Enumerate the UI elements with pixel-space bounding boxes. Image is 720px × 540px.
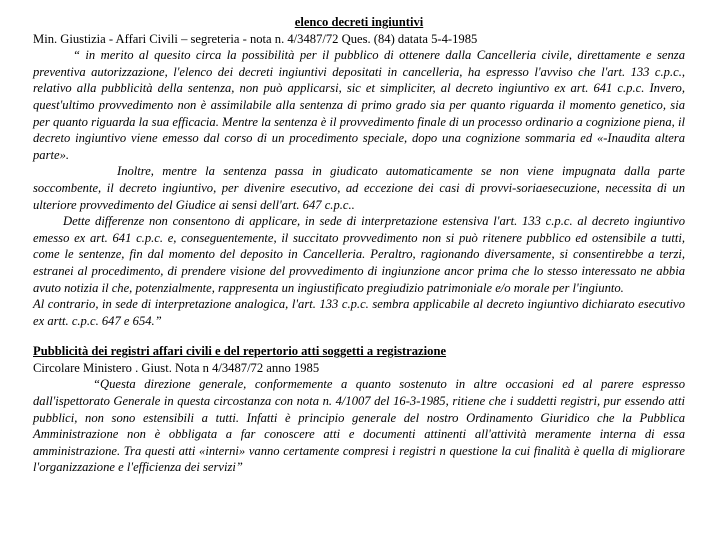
section-title-decreti: elenco decreti ingiuntivi: [294, 15, 424, 29]
quote-paragraph-2: Inoltre, mentre la sentenza passa in giudicato automaticamente se non viene impugnata dalla parte soccombente, il decreto ingiuntivo, per divenire esecutivo, ad eccezione dei casi di provvi-soriaesecuzione, necessita di un ulteriore provvedimento del Giudice ai sensi dell'art. 647 c.p.c..: [33, 164, 685, 212]
quote-paragraph-1: “ in merito al quesito circa la possibilità per il pubblico di ottenere dalla Cancelleria civile, direttamente e senza preventiva autorizzazione, l'elenco dei decreti ingiuntivi depositati in cancelleria, ha espresso l'avviso che l'art. 133 c.p.c., relativo alla pubblicità della sentenza, non può applicarsi, sic et simpliciter, al decreto ingiuntivo ex art. 641 c.p.c. Invero, quest'ultimo provvedimento non è assimilabile alla sentenza di primo grado sia per quanto riguarda il momento genetico, sia per quanto riguarda la sua efficacia. Mentre la sentenza è il provvedimento finale di un processo ordinario a cognizione piena, il decreto ingiuntivo viene emesso dal corso di un procedimento speciale, dopo una cognizione sommaria ed «-Inaudita altera parte».: [33, 48, 685, 162]
quote-paragraph-4: Al contrario, in sede di interpretazione analogica, l'art. 133 c.p.c. sembra applicabile al decreto ingiuntivo dichiarato esecutivo ex artt. c.p.c. 647 e 654.”: [33, 297, 685, 328]
quote-paragraph-3: Dette differenze non consentono di applicare, in sede di interpretazione estensiva l'art. 133 c.p.c. al decreto ingiuntivo emesso ex art. 641 c.p.c. e, conseguentemente, il succitato provvedimento non si può ritenere pubblico ed ostensibile a tutti, come le sentenze, fin dal momento del deposito in Cancelleria. Peraltro, ragionando diversamente, si consentirebbe a terzi, estranei al procedimento, di prendere visione del provvedimento di ingiunzione ancor prima che lo stesso interessato ne abbia avuto notizia il che, potenzialmente, rappresenta un ingiustificato pregiudizio patrimoniale e/o morale per l'ingiunto.: [33, 214, 685, 295]
ministry-reference: Min. Giustizia - Affari Civili – segreteria - nota n. 4/3487/72 Ques. (84) datata 5-4-1985: [33, 31, 478, 46]
circular-reference: Circolare Ministero . Giust. Nota n 4/3487/72 anno 1985: [33, 360, 320, 375]
circular-quote: “Questa direzione generale, conformemente a quanto sostenuto in altre occasioni ed al parere espresso dall'ispettorato Generale in questa circostanza con nota n. 4/1007 del 16-3-1985, ritiene che i suddetti registri, pur essendo atti pubblici, non sono estensibili a tutti. Infatti è principio generale del nostro Ordinamento Giuridico che la Pubblica Amministrazione non è obbligata a far conoscere atti e documenti attinenti all'attività meramente interna di essa amministrazione. Tra questi atti «interni» vanno certamente compresi i registri n questione la cui finalità è quella di migliorare l'organizzazione e l'efficienza dei servizi”: [33, 377, 685, 475]
section-title-pubblicita: Pubblicità dei registri affari civili e del repertorio atti soggetti a registrazione: [33, 344, 447, 359]
document-page: [33, 14, 685, 476]
